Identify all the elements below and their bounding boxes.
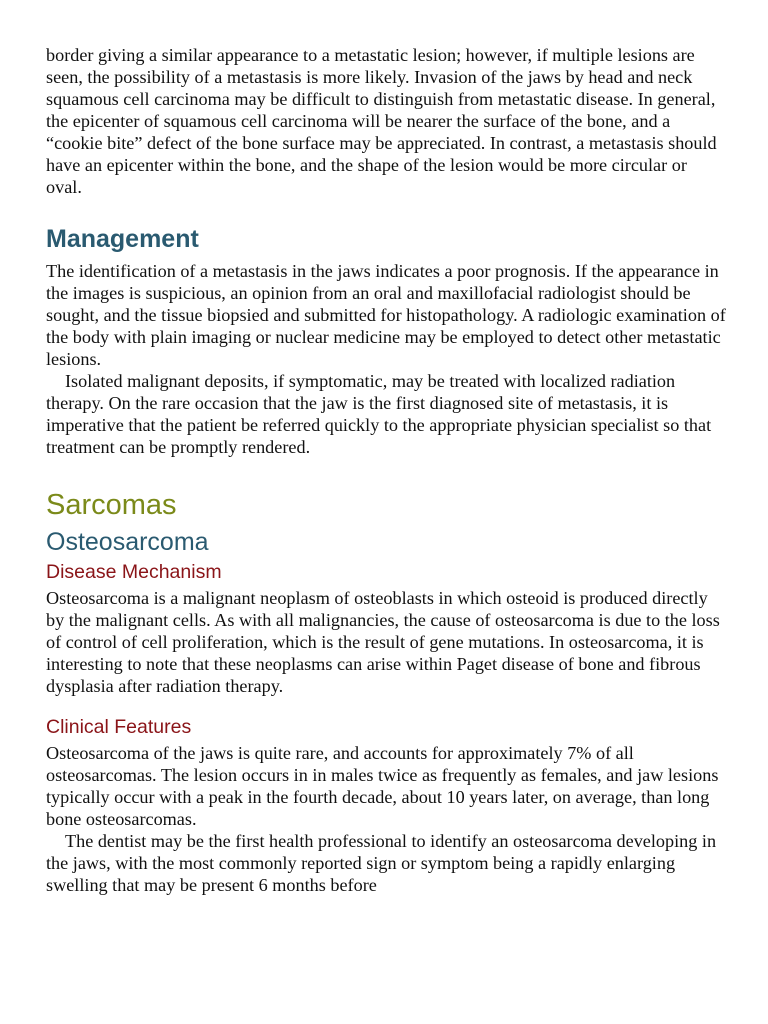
management-paragraph-2: Isolated malignant deposits, if symptomatic, may be treated with localized radiation therapy. On the rare occasion that the jaw is the first diagnosed site of metastasis, it is imperative that the patient be referred quickly to the appropriate physician specialist so that treatment can be promptly rendered. xyxy=(46,371,712,457)
management-paragraph-1: The identification of a metastasis in the jaws indicates a poor prognosis. If the appearance in the images is suspicious, an opinion from an oral and maxillofacial radiologist should be sought, and the tissue biopsied and submitted for histopathology. A radiologic examination of the body with plain imaging or nuclear medicine may be employed to detect other metastatic lesions. xyxy=(46,261,726,369)
management-heading: Management xyxy=(46,225,199,253)
disease-mechanism-paragraph: Osteosarcoma is a malignant neoplasm of osteoblasts in which osteoid is produced directly by the malignant cells. As with all malignancies, the cause of osteosarcoma is due to the loss of control of cell proliferation, which is the result of gene mutations. In osteosarcoma, it is interesting to note that these neoplasms can arise within Paget disease of bone and fibrous dysplasia after radiation therapy. xyxy=(46,588,720,696)
osteosarcoma-heading: Osteosarcoma xyxy=(46,528,209,556)
disease-mechanism-heading: Disease Mechanism xyxy=(46,561,222,583)
clinical-features-paragraph-2: The dentist may be the first health professional to identify an osteosarcoma developing in the jaws, with the most commonly reported sign or symptom being a rapidly enlarging swelling that may be present 6 months before xyxy=(46,831,717,895)
sarcomas-heading: Sarcomas xyxy=(46,489,177,521)
document-page xyxy=(46,44,726,896)
clinical-features-paragraph-1: Osteosarcoma of the jaws is quite rare, and accounts for approximately 7% of all osteosarcomas. The lesion occurs in in males twice as frequently as females, and jaw lesions typically occur with a peak in the fourth decade, about 10 years later, on average, than long bone osteosarcomas. xyxy=(46,743,719,829)
intro-paragraph: border giving a similar appearance to a metastatic lesion; however, if multiple lesions are seen, the possibility of a metastasis is more likely. Invasion of the jaws by head and neck squamous cell carcinoma may be difficult to distinguish from metastatic disease. In general, the epicenter of squamous cell carcinoma will be nearer the surface of the bone, and a “cookie bite” defect of the bone surface may be appreciated. In contrast, a metastasis should have an epicenter within the bone, and the shape of the lesion would be more circular or oval. xyxy=(46,45,717,197)
clinical-features-heading: Clinical Features xyxy=(46,716,192,738)
